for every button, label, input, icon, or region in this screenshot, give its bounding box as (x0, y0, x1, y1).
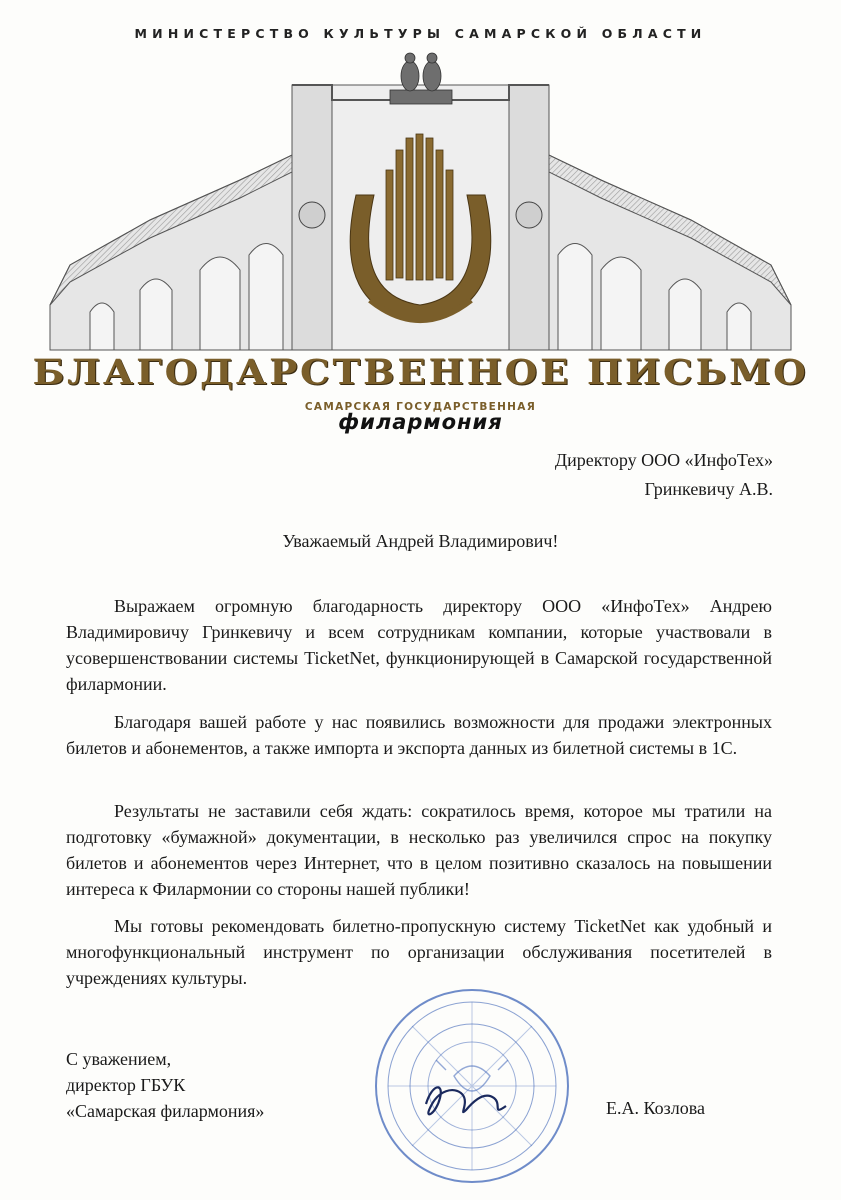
philharmonic-building-illustration (30, 50, 811, 362)
addressee-line-1: Директору ООО «ИнфоТех» (554, 450, 773, 470)
paragraph-1: Выражаем огромную благодарность директору ООО «ИнфоТех» Андрею Владимировичу Гринкевичу и всем сотрудникам компании, которые участвовали в усовершенствовании системы TicketNet, функционирующей в Самарской государственной филармонии. (66, 596, 772, 694)
official-seal-stamp (366, 986, 578, 1186)
greeting: Уважаемый Андрей Владимирович! (282, 531, 559, 551)
signer-name: Е.А. Козлова (606, 1098, 705, 1118)
letter-title: БЛАГОДАРСТВЕННОЕ ПИСЬМО (32, 352, 809, 393)
paragraph-4: Мы готовы рекомендовать билетно-пропускную систему TicketNet как удобный и многофункциональный инструмент по организации обслуживания посетителей в учреждениях культуры. (66, 916, 772, 988)
ministry-header: МИНИСТЕРСТВО КУЛЬТУРЫ САМАРСКОЙ ОБЛАСТИ (134, 26, 707, 41)
closing-phrase: С уважением, (66, 1049, 172, 1069)
addressee-line-2: Гринкевичу А.В. (644, 479, 773, 499)
paragraph-2: Благодаря вашей работе у нас появились возможности для продажи электронных билетов и абонементов, а также импорта и экспорта данных из билетной системы в 1С. (66, 712, 772, 758)
paragraph-3: Результаты не заставили себя ждать: сократилось время, которое мы тратили на подготовку «бумажной» документации, в несколько раз увеличился спрос на покупку билетов и абонементов через Интернет, что в целом позитивно сказалось на повышении интереса к Филармонии со стороны нашей публики! (66, 801, 772, 899)
org-name: филармония (338, 410, 503, 434)
org-subtitle: САМАРСКАЯ ГОСУДАРСТВЕННАЯ (304, 401, 537, 413)
signer-position: директор ГБУК (66, 1075, 186, 1095)
signer-organization: «Самарская филармония» (66, 1101, 265, 1121)
signature-block (66, 1046, 264, 1124)
